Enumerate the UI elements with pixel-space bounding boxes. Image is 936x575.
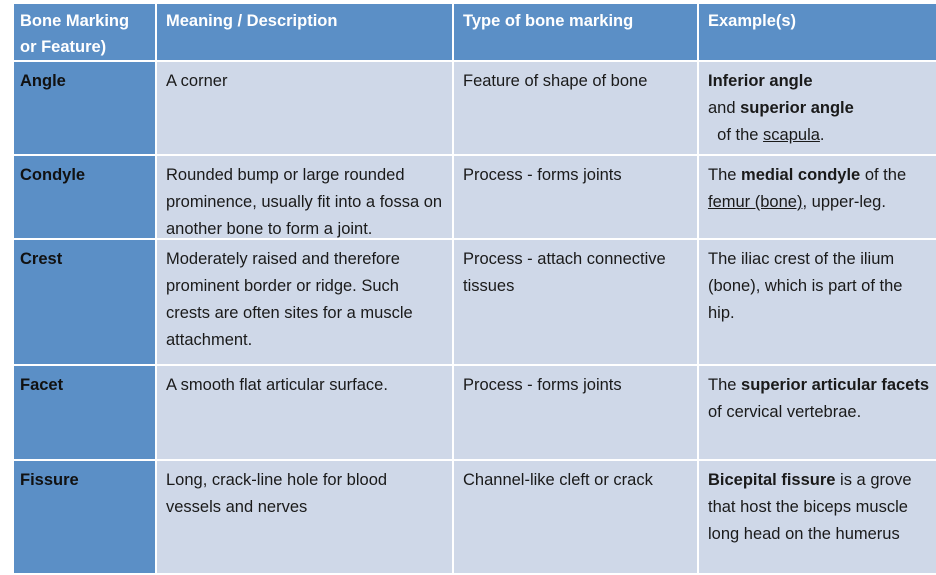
header-feature: Bone Marking or Feature)	[14, 4, 157, 60]
header-type: Type of bone marking	[454, 4, 699, 60]
type-cell: Process - forms joints	[454, 156, 699, 238]
meaning-cell: Moderately raised and therefore prominent border or ridge. Such crests are often sites for a muscle attachment.	[157, 240, 454, 364]
example-bold-text: superior articular facets	[741, 376, 930, 394]
header-meaning: Meaning / Description	[157, 4, 454, 60]
feature-cell: Crest	[14, 240, 157, 364]
example-bold-text: superior angle	[740, 99, 854, 117]
example-text: The	[708, 166, 742, 184]
example-text: of cervical vertebrae.	[708, 403, 862, 421]
feature-cell: Facet	[14, 366, 157, 459]
example-text: The	[708, 376, 742, 394]
table-row	[14, 62, 936, 156]
example-text: and	[708, 99, 741, 117]
example-cell	[699, 62, 936, 154]
header-examples: Example(s)	[699, 4, 936, 60]
example-bold-text: Inferior angle	[708, 72, 813, 90]
example-cell	[699, 156, 936, 238]
table-row	[14, 461, 936, 575]
example-cell	[699, 240, 936, 364]
feature-cell: Fissure	[14, 461, 157, 573]
example-cell	[699, 461, 936, 573]
example-bold-text: medial condyle	[741, 166, 861, 184]
example-text: is a grove that host the biceps muscle long head on the humerus	[708, 471, 912, 543]
type-cell: Feature of shape of bone	[454, 62, 699, 154]
scapula-link[interactable]: scapula	[763, 126, 820, 144]
table-row	[14, 156, 936, 240]
meaning-cell: Rounded bump or large rounded prominence, usually fit into a fossa on another bone to form a joint.	[157, 156, 454, 238]
meaning-cell: A smooth flat articular surface.	[157, 366, 454, 459]
feature-cell: Angle	[14, 62, 157, 154]
femur-link[interactable]: femur (bone)	[708, 193, 803, 211]
type-cell: Process - attach connective tissues	[454, 240, 699, 364]
type-cell: Channel-like cleft or crack	[454, 461, 699, 573]
example-text: .	[819, 126, 825, 144]
example-text: , upper-leg.	[802, 193, 886, 211]
feature-cell: Condyle	[14, 156, 157, 238]
bone-markings-table	[14, 4, 936, 575]
example-text: The iliac crest of the ilium (bone), which is part of the hip.	[708, 250, 903, 322]
example-bold-text: Bicepital fissure	[708, 471, 836, 489]
table-row	[14, 366, 936, 461]
example-cell	[699, 366, 936, 459]
example-text: of the	[708, 126, 764, 144]
meaning-cell: Long, crack-line hole for blood vessels and nerves	[157, 461, 454, 573]
example-text: of the	[860, 166, 907, 184]
table-row	[14, 240, 936, 366]
type-cell: Process - forms joints	[454, 366, 699, 459]
table-header-row	[14, 4, 936, 62]
meaning-cell: A corner	[157, 62, 454, 154]
